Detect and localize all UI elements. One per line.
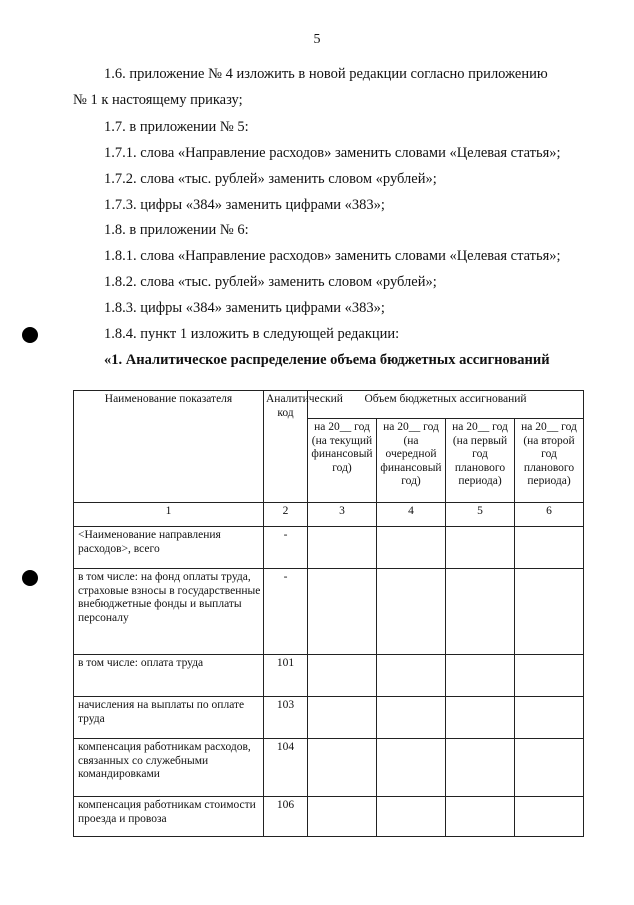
punch-hole xyxy=(22,327,38,343)
paragraph-1-8-3: 1.8.3. цифры «384» заменить цифрами «383»; xyxy=(104,300,385,316)
column-number-row xyxy=(74,503,584,527)
value-cell xyxy=(308,569,377,655)
paragraph-1-6: 1.6. приложение № 4 изложить в новой редакции согласно приложению xyxy=(104,66,548,82)
table-row xyxy=(74,655,584,697)
value-cell xyxy=(446,797,515,837)
row-name: в том числе: на фонд оплаты труда, страховые взносы в государственные внебюджетные фонды и выплаты персоналу xyxy=(74,569,264,655)
value-cell xyxy=(515,655,584,697)
table-row xyxy=(74,697,584,739)
subheader-plan-year-1: на 20__ год (на первый год планового периода) xyxy=(446,419,515,503)
paragraph-1-6-cont: № 1 к настоящему приказу; xyxy=(73,92,243,108)
value-cell xyxy=(308,697,377,739)
row-code: - xyxy=(264,569,308,655)
row-code: 106 xyxy=(264,797,308,837)
header-analytic-code: Аналитический код xyxy=(264,391,308,503)
paragraph-1-8-4: 1.8.4. пункт 1 изложить в следующей редакции: xyxy=(104,326,400,342)
row-code: 103 xyxy=(264,697,308,739)
value-cell xyxy=(446,527,515,569)
value-cell xyxy=(377,569,446,655)
row-code: 101 xyxy=(264,655,308,697)
value-cell xyxy=(515,527,584,569)
value-cell xyxy=(308,739,377,797)
row-code: - xyxy=(264,527,308,569)
row-name: компенсация работникам расходов, связанных со служебными командировками xyxy=(74,739,264,797)
column-number: 6 xyxy=(515,503,584,527)
paragraph-1-7-3: 1.7.3. цифры «384» заменить цифрами «383»; xyxy=(104,197,385,213)
value-cell xyxy=(377,697,446,739)
paragraph-1-7-2: 1.7.2. слова «тыс. рублей» заменить словом «рублей»; xyxy=(104,171,437,187)
value-cell xyxy=(446,655,515,697)
column-number: 1 xyxy=(74,503,264,527)
value-cell xyxy=(308,797,377,837)
value-cell xyxy=(308,655,377,697)
paragraph-1-8-2: 1.8.2. слова «тыс. рублей» заменить словом «рублей»; xyxy=(104,274,437,290)
column-number: 2 xyxy=(264,503,308,527)
row-name: <Наименование направления расходов>, всего xyxy=(74,527,264,569)
table-row xyxy=(74,797,584,837)
value-cell xyxy=(377,739,446,797)
value-cell xyxy=(377,797,446,837)
value-cell xyxy=(446,739,515,797)
subheader-plan-year-2: на 20__ год (на второй год планового периода) xyxy=(515,419,584,503)
value-cell xyxy=(308,527,377,569)
punch-hole xyxy=(22,570,38,586)
paragraph-1-8-1: 1.8.1. слова «Направление расходов» заменить словами «Целевая статья»; xyxy=(104,248,561,264)
column-number: 4 xyxy=(377,503,446,527)
column-number: 5 xyxy=(446,503,515,527)
row-name: компенсация работникам стоимости проезда и провоза xyxy=(74,797,264,837)
allocation-table xyxy=(73,390,584,837)
table-row xyxy=(74,739,584,797)
value-cell xyxy=(515,697,584,739)
value-cell xyxy=(515,739,584,797)
value-cell xyxy=(377,655,446,697)
subheader-next-year: на 20__ год (на очередной финансовый год) xyxy=(377,419,446,503)
header-indicator-name: Наименование показателя xyxy=(74,391,264,503)
subheader-current-year: на 20__ год (на текущий финансовый год) xyxy=(308,419,377,503)
table-row xyxy=(74,527,584,569)
column-number: 3 xyxy=(308,503,377,527)
value-cell xyxy=(515,797,584,837)
page-number: 5 xyxy=(313,32,321,47)
row-code: 104 xyxy=(264,739,308,797)
paragraph-1-7: 1.7. в приложении № 5: xyxy=(104,119,249,135)
header-budget-volume: Объем бюджетных ассигнований xyxy=(308,391,584,419)
row-name: в том числе: оплата труда xyxy=(74,655,264,697)
paragraph-1-8: 1.8. в приложении № 6: xyxy=(104,222,249,238)
value-cell xyxy=(446,697,515,739)
paragraph-1-7-1: 1.7.1. слова «Направление расходов» заменить словами «Целевая статья»; xyxy=(104,145,561,161)
table-row xyxy=(74,569,584,655)
value-cell xyxy=(515,569,584,655)
value-cell xyxy=(377,527,446,569)
table-heading: «1. Аналитическое распределение объема бюджетных ассигнований xyxy=(104,352,550,368)
table-header-row xyxy=(74,391,584,419)
row-name: начисления на выплаты по оплате труда xyxy=(74,697,264,739)
value-cell xyxy=(446,569,515,655)
